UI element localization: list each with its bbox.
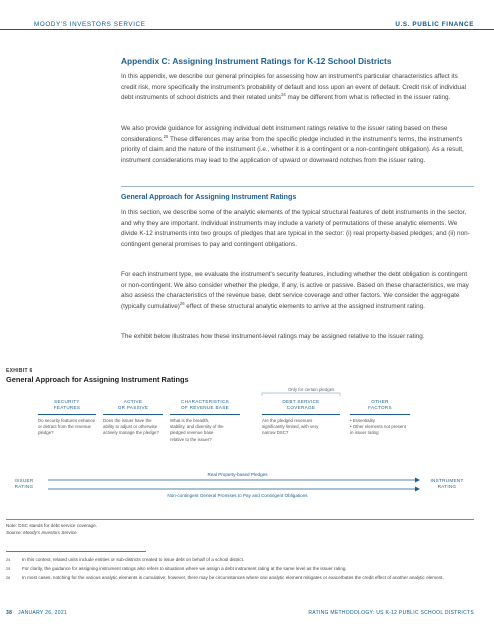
- column-security-rule: [38, 414, 96, 415]
- appendix-title: Appendix C: Assigning Instrument Ratings for K-12 School Districts: [121, 56, 392, 66]
- footnote-rule: [6, 551, 146, 552]
- issuer-rating-label: ISSUER RATING: [14, 478, 34, 489]
- exhibit-title: General Approach for Assigning Instrument Ratings: [6, 375, 189, 384]
- exhibit-pledge-note: Only for certain pledges: [288, 387, 335, 392]
- column-security-header: SECURITY FEATURES: [53, 399, 81, 410]
- column-revenue-base-text: What is the breadth, stability, and diversity of the pledged revenue base relative to the issuer?: [170, 418, 224, 442]
- appendix-paragraph-1: In this appendix, we describe our general principles for assessing how an instrument's particular characteristics affect its credit risk, more specifically the instrument's probability of default and loss upon an event of default. Credit risk of individual debt instruments of school districts and their related units$^{24}$ may be different from what is reflected in the issuer rating.: [121, 73, 467, 101]
- page-number: 38: [6, 610, 13, 616]
- column-other-header: OTHER FACTORS: [368, 399, 392, 410]
- column-other-rule: [350, 414, 410, 415]
- column-dsc-rule: [262, 414, 340, 415]
- exhibit-label: EXHIBIT 6: [6, 368, 33, 374]
- header-section: U.S. PUBLIC FINANCE: [395, 21, 474, 28]
- exhibit-note: Note: DSC stands for debt service coverage.: [6, 523, 97, 528]
- column-dsc-header: DEBT SERVICE COVERAGE: [282, 399, 320, 410]
- pledge-brace: [262, 393, 340, 396]
- footnote-26: 26 In most cases, notching for the various analytic elements is cumulative; however, there may be circumstances where one analytic element mitigates or exacerbates the credit effect of another analytic element.: [6, 575, 444, 580]
- exhibit-bottom-rule: [6, 519, 474, 520]
- section-title: General Approach for Assigning Instrument Ratings: [121, 193, 297, 201]
- column-revenue-base-header: CHARACTERISTICS OF REVENUE BASE: [181, 399, 229, 410]
- column-active-text: Does the issuer have the ability to adjust or otherwise actively manage the pledge?: [103, 418, 159, 436]
- header-publisher: MOODY'S INVESTORS SERVICE: [34, 21, 146, 28]
- footer-document-title: RATING METHODOLOGY: US K-12 PUBLIC SCHOOL DISTRICTS: [308, 610, 474, 616]
- footnote-24: 24 In this context, related units include entities or sub-districts created to issue debt on behalf of a school district.: [6, 557, 245, 562]
- column-revenue-base-rule: [170, 414, 240, 415]
- appendix-paragraph-2: We also provide guidance for assigning individual debt instrument ratings relative to the issuer rating based on these considerations.$^{25}$ These differences may arise from the specific pledge included in the instrument's terms, the instrument's priority of claim and the nature of the instrument (i.e., whether it is a contingent or a non-contingent obligation). As a result, instrument considerations may lead to the application of upward or downward notches from the issuer rating.: [121, 125, 464, 164]
- instrument-rating-label: INSTRUMENT RATING: [430, 478, 464, 489]
- section-paragraph-2: For each instrument type, we evaluate the instrument's security features, including whether the debt obligation is contingent or non-contingent. We also consider whether the pledge, if any, is active or passive. Based on these characteristics, we may also assess the characteristics of the revenue base, debt service coverage and other factors. We consider the aggregate (typically cumulative)$^{26}$ effect of these structural analytic elements to arrive at the assigned instrument rating.: [121, 271, 469, 310]
- flow-label-real-property: Real Property-based Pledges: [207, 472, 268, 477]
- footer-left: [6, 610, 67, 616]
- section-paragraph-1: In this section, we describe some of the analytic elements of the typical structural features of debt instruments in the sector, and why they are important. Individual instruments may include a variety of permutations of these analytic elements. We divide K-12 instruments into two groups of pledges that are typical in the sector: (i) real property-based pledges; and (ii) non-contingent general promises to pay and contingent obligations.: [121, 209, 470, 248]
- column-security-text: Do security features enhance or detract from the revenue pledge?: [38, 418, 96, 436]
- section-paragraph-3: The exhibit below illustrates how these instrument-level ratings may be assigned relative to the issuer rating.: [121, 333, 425, 340]
- footer-date: JANUARY 26, 2021: [18, 610, 67, 616]
- exhibit-source: Source: Moody's Investors Service: [6, 530, 77, 535]
- footnote-25: 25 For clarity, the guidance for assigning instrument ratings also refers to situations where we assign a debt instrument rating at the same level as the issuer rating.: [6, 566, 347, 571]
- column-other-text: • Essentiality • Other elements not present in issuer rating: [350, 418, 406, 436]
- column-active-rule: [103, 414, 163, 415]
- column-dsc-text: Are the pledged revenues significantly limited, with very narrow DSC?: [262, 418, 319, 436]
- column-active-header: ACTIVE OR PASSIVE: [117, 399, 149, 410]
- flow-label-non-contingent: Non-contingent General Promises to Pay and Contingent Obligations: [167, 493, 308, 498]
